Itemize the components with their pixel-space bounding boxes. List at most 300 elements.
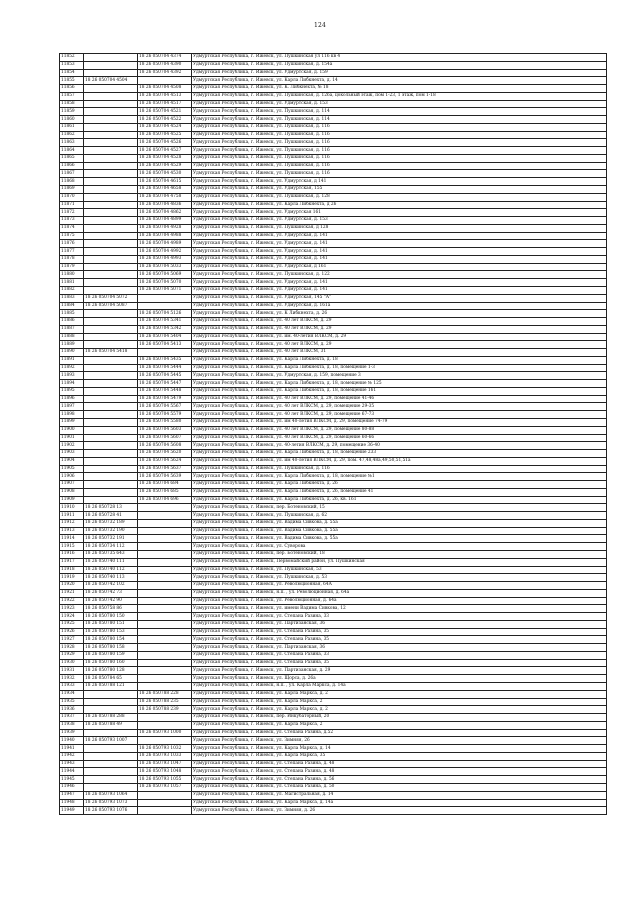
table-row: [60, 162, 607, 170]
row-number-cell: 11867: [60, 170, 84, 178]
address-cell: Удмуртская Республика, г. Ижевск, ул. Суворова: [192, 543, 607, 551]
building-number-cell: 18 26 050793 1048: [138, 768, 192, 776]
table-row: [60, 698, 607, 706]
parcel-number-cell: [84, 333, 138, 341]
table-row: [60, 349, 607, 357]
row-number-cell: 11885: [60, 310, 84, 318]
address-cell: Удмуртская Республика, г. Ижевск, ул. Карла Либкнехта, д. 18, помещение №1: [192, 473, 607, 481]
address-cell: Удмуртская Республика, г. Ижевск, ул. Зимняя, д. 26: [192, 807, 607, 815]
building-number-cell: 18 26 050793 1047: [138, 760, 192, 768]
address-cell: Удмуртская Республика, г. Ижевск, ул. Степана Разина, д. 50: [192, 783, 607, 791]
address-cell: Удмуртская Республика, г. Ижевск, ул. Карла Маркса, д. 14а: [192, 799, 607, 807]
building-number-cell: 18 26 050704 4988: [138, 232, 192, 240]
table-row: [60, 170, 607, 178]
row-number-cell: 11861: [60, 123, 84, 131]
building-number-cell: 18 26 050704 4517: [138, 100, 192, 108]
parcel-number-cell: 18 26 050735 643: [84, 551, 138, 559]
address-cell: Удмуртская Республика, г. Ижевск, н.п. , ул. Революционная, д. 64а: [192, 589, 607, 597]
table-row: [60, 341, 607, 349]
table-row: [60, 558, 607, 566]
table-row: [60, 675, 607, 683]
parcel-number-cell: [84, 426, 138, 434]
parcel-number-cell: [84, 442, 138, 450]
building-number-cell: 18 26 050788 239: [138, 706, 192, 714]
building-number-cell: 18 26 050704 4392: [138, 69, 192, 77]
parcel-number-cell: [84, 372, 138, 380]
table-row: [60, 178, 607, 186]
address-cell: Удмуртская Республика, г. Ижевск, ул. Удмуртская, д. 141: [192, 240, 607, 248]
row-number-cell: 11869: [60, 186, 84, 194]
address-cell: Удмуртская Республика, г. Ижевск, ул. Карла Маркса, 35: [192, 752, 607, 760]
table-row: [60, 745, 607, 753]
page-number: 124: [313, 22, 327, 29]
building-number-cell: 18 26 050704 5404: [138, 333, 192, 341]
row-number-cell: 11857: [60, 92, 84, 100]
table-row: [60, 108, 607, 116]
address-cell: Удмуртская Республика, г. Ижевск, ул. Пушкинская, д. 116: [192, 123, 607, 131]
address-cell: Удмуртская Республика, г. Ижевск, ул. Пушкинская, д. 114: [192, 108, 607, 116]
table-row: [60, 768, 607, 776]
table-row: [60, 683, 607, 691]
address-cell: Удмуртская Республика, г. Ижевск, ул. Пушкинская, д 128: [192, 224, 607, 232]
registry-table-body: [60, 54, 607, 815]
address-cell: Удмуртская Республика, г. Ижевск, ул. Степана Разина, 33: [192, 651, 607, 659]
address-cell: Удмуртская Республика, г. Ижевск, ул. Степана Разина, 35: [192, 628, 607, 636]
row-number-cell: 11918: [60, 566, 84, 574]
parcel-number-cell: [84, 395, 138, 403]
parcel-number-cell: [84, 286, 138, 294]
parcel-number-cell: 18 26 050780 158: [84, 644, 138, 652]
address-cell: Удмуртская Республика, г. Ижевск, ул. Карла Маркса, 2: [192, 698, 607, 706]
table-row: [60, 154, 607, 162]
row-number-cell: 11947: [60, 791, 84, 799]
address-cell: Удмуртская Республика, г. Ижевск, ул. Карла Маркса, д. 14: [192, 745, 607, 753]
address-cell: Удмуртская Республика, г. Ижевск, пер. Инкубаторный, 20: [192, 714, 607, 722]
row-number-cell: 11919: [60, 574, 84, 582]
row-number-cell: 11858: [60, 100, 84, 108]
row-number-cell: 11921: [60, 589, 84, 597]
address-cell: Удмуртская Республика, г. Ижевск, ул. 40 лет ВЛКСМ, д. 29, помещение 80-88: [192, 426, 607, 434]
address-cell: Удмуртская Республика, г. Ижевск, ул. Удмуртская, д. 159: [192, 69, 607, 77]
building-number-cell: 18 26 050704 4529: [138, 162, 192, 170]
row-number-cell: 11934: [60, 690, 84, 698]
row-number-cell: 11914: [60, 535, 84, 543]
table-row: [60, 783, 607, 791]
address-cell: Удмуртская Республика, г. Ижевск, ул. 40 лет ВЛКСМ, д. 29: [192, 318, 607, 326]
building-number-cell: [138, 807, 192, 815]
building-number-cell: [138, 675, 192, 683]
table-row: [60, 333, 607, 341]
building-number-cell: [138, 628, 192, 636]
building-number-cell: 18 26 050704 4524: [138, 123, 192, 131]
address-cell: Удмуртская Республика, г. Ижевск, ул. Вадима Сивкова, д. 55а: [192, 519, 607, 527]
parcel-number-cell: 18 26 050704 5418: [84, 349, 138, 357]
row-number-cell: 11881: [60, 279, 84, 287]
building-number-cell: 18 26 050704 4836: [138, 201, 192, 209]
row-number-cell: 11900: [60, 426, 84, 434]
building-number-cell: [138, 714, 192, 722]
address-cell: Удмуртская Республика, г. Ижевск, ул. Пушкинская, д. 116: [192, 154, 607, 162]
parcel-number-cell: [84, 116, 138, 124]
parcel-number-cell: 18 26 050732 191: [84, 535, 138, 543]
table-row: [60, 551, 607, 559]
address-cell: Удмуртская Республика, г. Ижевск, ул. Карла Либкнехта, д. 26, кв. 161: [192, 496, 607, 504]
parcel-number-cell: [84, 356, 138, 364]
table-row: [60, 566, 607, 574]
table-row: [60, 488, 607, 496]
building-number-cell: 18 26 050704 5567: [138, 403, 192, 411]
parcel-number-cell: 18 26 050780 160: [84, 659, 138, 667]
row-number-cell: 11879: [60, 263, 84, 271]
building-number-cell: [138, 737, 192, 745]
table-row: [60, 473, 607, 481]
parcel-number-cell: [84, 690, 138, 698]
building-number-cell: [138, 504, 192, 512]
building-number-cell: 18 26 050704 4758: [138, 193, 192, 201]
address-cell: Удмуртская Республика, г. Ижевск, ул. Карла Либкнехта, д. 18, помещение 233: [192, 450, 607, 458]
table-row: [60, 457, 607, 465]
building-number-cell: [138, 302, 192, 310]
parcel-number-cell: [84, 364, 138, 372]
parcel-number-cell: [84, 457, 138, 465]
address-cell: Удмуртская Республика, г. Ижевск, ул. Степана Разина, 35: [192, 636, 607, 644]
building-number-cell: 18 26 050704 4508: [138, 85, 192, 93]
building-number-cell: [138, 799, 192, 807]
row-number-cell: 11944: [60, 768, 84, 776]
building-number-cell: [138, 294, 192, 302]
address-cell: Удмуртская Республика, г. Ижевск, ул. им 40-летия ВЛКСМ, д. 29, помещение 74-79: [192, 418, 607, 426]
table-row: [60, 69, 607, 77]
parcel-number-cell: 18 26 050740 112: [84, 566, 138, 574]
building-number-cell: [138, 551, 192, 559]
building-number-cell: 18 26 050704 696: [138, 496, 192, 504]
row-number-cell: 11936: [60, 706, 84, 714]
parcel-number-cell: [84, 255, 138, 263]
table-row: [60, 263, 607, 271]
table-row: [60, 411, 607, 419]
table-row: [60, 131, 607, 139]
address-cell: Удмуртская Республика, г. Ижевск, ул. Удмуртская, д. 141: [192, 286, 607, 294]
table-row: [60, 737, 607, 745]
address-cell: Удмуртская Республика, г. Ижевск, ул. Удмуртская, 145 "А": [192, 294, 607, 302]
building-number-cell: 18 26 050704 4526: [138, 139, 192, 147]
building-number-cell: 18 26 050704 5608: [138, 442, 192, 450]
building-number-cell: 18 26 050704 4390: [138, 61, 192, 69]
row-number-cell: 11866: [60, 162, 84, 170]
parcel-number-cell: [84, 783, 138, 791]
row-number-cell: 11874: [60, 224, 84, 232]
address-cell: Удмуртская Республика, г. Ижевск, пер. Ботеновский, 18: [192, 551, 607, 559]
address-cell: Удмуртская Республика, г. Ижевск, ул. Пушкинская, д. 116: [192, 465, 607, 473]
row-number-cell: 11872: [60, 209, 84, 217]
building-number-cell: 18 26 050788 235: [138, 698, 192, 706]
table-row: [60, 613, 607, 621]
parcel-number-cell: 18 26 050728 41: [84, 512, 138, 520]
row-number-cell: 11931: [60, 667, 84, 675]
address-cell: Удмуртская Республика, г. Ижевск, ул. Вадима Сивкова, д. 55а: [192, 535, 607, 543]
parcel-number-cell: [84, 434, 138, 442]
address-cell: Удмуртская Республика, г. Ижевск, ул. Карла Маркса, д. 2: [192, 706, 607, 714]
row-number-cell: 11890: [60, 349, 84, 357]
parcel-number-cell: [84, 481, 138, 489]
parcel-number-cell: 18 26 050780 159: [84, 651, 138, 659]
parcel-number-cell: [84, 170, 138, 178]
row-number-cell: 11912: [60, 519, 84, 527]
building-number-cell: [138, 589, 192, 597]
parcel-number-cell: 18 26 050780 154: [84, 636, 138, 644]
row-number-cell: 11911: [60, 512, 84, 520]
row-number-cell: 11943: [60, 760, 84, 768]
address-cell: Удмуртская Республика, г. Ижевск, ул. Карла Либкнехта, д. 18: [192, 356, 607, 364]
building-number-cell: 18 26 050704 5579: [138, 411, 192, 419]
parcel-number-cell: 18 26 050780 151: [84, 620, 138, 628]
parcel-number-cell: 18 26 050728 13: [84, 504, 138, 512]
table-row: [60, 302, 607, 310]
parcel-number-cell: [84, 279, 138, 287]
table-row: [60, 589, 607, 597]
parcel-number-cell: 18 26 050793 1073: [84, 799, 138, 807]
table-row: [60, 442, 607, 450]
table-row: [60, 380, 607, 388]
building-number-cell: 18 26 050704 684: [138, 481, 192, 489]
table-row: [60, 123, 607, 131]
table-row: [60, 752, 607, 760]
parcel-number-cell: [84, 706, 138, 714]
parcel-number-cell: [84, 201, 138, 209]
row-number-cell: 11927: [60, 636, 84, 644]
building-number-cell: 18 26 050704 5126: [138, 310, 192, 318]
parcel-number-cell: [84, 403, 138, 411]
table-row: [60, 286, 607, 294]
row-number-cell: 11863: [60, 139, 84, 147]
address-cell: Удмуртская Республика, г. Ижевск, ул. Степана Разина, д.52: [192, 729, 607, 737]
row-number-cell: 11915: [60, 543, 84, 551]
row-number-cell: 11948: [60, 799, 84, 807]
parcel-number-cell: 18 26 050780 128: [84, 667, 138, 675]
table-row: [60, 387, 607, 395]
parcel-number-cell: [84, 760, 138, 768]
table-row: [60, 543, 607, 551]
address-cell: Удмуртская Республика, г. Ижевск, ул. Пушкинская, д. 128: [192, 193, 607, 201]
building-number-cell: [138, 77, 192, 85]
parcel-number-cell: [84, 61, 138, 69]
parcel-number-cell: 18 26 050784 65: [84, 675, 138, 683]
building-number-cell: 18 26 050704 4862: [138, 209, 192, 217]
parcel-number-cell: [84, 496, 138, 504]
table-row: [60, 519, 607, 527]
parcel-number-cell: [84, 465, 138, 473]
parcel-number-cell: [84, 729, 138, 737]
building-number-cell: 18 26 050704 5479: [138, 395, 192, 403]
address-cell: Удмуртская Республика, г. Ижевск, ул. Удмуртская, д. 141: [192, 255, 607, 263]
address-cell: Удмуртская Республика, г. Ижевск, пер. Ботеновский, 15: [192, 504, 607, 512]
row-number-cell: 11859: [60, 108, 84, 116]
table-row: [60, 85, 607, 93]
table-row: [60, 61, 607, 69]
row-number-cell: 11901: [60, 434, 84, 442]
table-row: [60, 690, 607, 698]
row-number-cell: 11930: [60, 659, 84, 667]
row-number-cell: 11929: [60, 651, 84, 659]
table-row: [60, 224, 607, 232]
address-cell: Удмуртская Республика, г. Ижевск, ул. Удмуртская, 155: [192, 186, 607, 194]
address-cell: Удмуртская Республика, г. Ижевск, ул. Партизанская, д. 29: [192, 667, 607, 675]
row-number-cell: 11924: [60, 613, 84, 621]
building-number-cell: 18 26 050704 4374: [138, 54, 192, 62]
building-number-cell: 18 26 050704 5341: [138, 318, 192, 326]
parcel-number-cell: 18 26 050734 112: [84, 543, 138, 551]
row-number-cell: 11877: [60, 248, 84, 256]
row-number-cell: 11884: [60, 302, 84, 310]
address-cell: Удмуртская Республика, г. Ижевск, ул. Удмуртская, д. 161а: [192, 302, 607, 310]
row-number-cell: 11854: [60, 69, 84, 77]
building-number-cell: [138, 597, 192, 605]
table-row: [60, 620, 607, 628]
table-row: [60, 318, 607, 326]
table-row: [60, 92, 607, 100]
building-number-cell: 18 26 050793 1000: [138, 729, 192, 737]
table-row: [60, 582, 607, 590]
table-row: [60, 100, 607, 108]
address-cell: Удмуртская Республика, г. Ижевск, ул. Карла Либкнехта, д. 26, помещение 41: [192, 488, 607, 496]
table-row: [60, 193, 607, 201]
row-number-cell: 11897: [60, 403, 84, 411]
parcel-number-cell: [84, 240, 138, 248]
building-number-cell: [138, 644, 192, 652]
row-number-cell: 11892: [60, 364, 84, 372]
table-row: [60, 54, 607, 62]
building-number-cell: 18 26 050793 1055: [138, 776, 192, 784]
parcel-number-cell: [84, 69, 138, 77]
row-number-cell: 11932: [60, 675, 84, 683]
building-number-cell: [138, 651, 192, 659]
address-cell: Удмуртская Республика, г. Ижевск, ул. Карла Либкнехта, д. 18, помещение 1-3: [192, 364, 607, 372]
parcel-number-cell: [84, 271, 138, 279]
row-number-cell: 11878: [60, 255, 84, 263]
parcel-number-cell: [84, 325, 138, 333]
building-number-cell: 18 26 050704 4528: [138, 154, 192, 162]
building-number-cell: 18 26 050793 1057: [138, 783, 192, 791]
address-cell: Удмуртская Республика, г. Ижевск, ул. Карла Либкнехта, д 26: [192, 201, 607, 209]
address-cell: Удмуртская Республика, г. Ижевск, ул. Карла Маркса, д. 2: [192, 690, 607, 698]
table-row: [60, 504, 607, 512]
building-number-cell: [138, 613, 192, 621]
address-cell: Удмуртская Республика, г. Ижевск, ул. Степана Разина, д. 48: [192, 760, 607, 768]
address-cell: Удмуртская Республика, г. Ижевск, ул. Удмуртская, д. 153: [192, 217, 607, 225]
building-number-cell: [138, 636, 192, 644]
table-row: [60, 217, 607, 225]
row-number-cell: 11894: [60, 380, 84, 388]
parcel-number-cell: 18 26 050740 111: [84, 558, 138, 566]
address-cell: Удмуртская Республика, г. Ижевск, ул. 40 лет ВЛКСМ, д. 29, помещение 60-66: [192, 434, 607, 442]
building-number-cell: 18 26 050704 5448: [138, 387, 192, 395]
row-number-cell: 11855: [60, 77, 84, 85]
parcel-number-cell: 18 26 050742 73: [84, 589, 138, 597]
parcel-number-cell: [84, 776, 138, 784]
row-number-cell: 11886: [60, 318, 84, 326]
parcel-number-cell: 18 26 050742 90: [84, 597, 138, 605]
parcel-number-cell: [84, 193, 138, 201]
row-number-cell: 11899: [60, 418, 84, 426]
building-number-cell: [138, 574, 192, 582]
parcel-number-cell: [84, 92, 138, 100]
parcel-number-cell: [84, 698, 138, 706]
parcel-number-cell: [84, 147, 138, 155]
table-row: [60, 496, 607, 504]
table-row: [60, 605, 607, 613]
parcel-number-cell: [84, 217, 138, 225]
row-number-cell: 11926: [60, 628, 84, 636]
table-row: [60, 209, 607, 217]
parcel-number-cell: 18 26 050704 5072: [84, 294, 138, 302]
table-row: [60, 240, 607, 248]
table-row: [60, 527, 607, 535]
building-number-cell: 18 26 050704 4513: [138, 92, 192, 100]
row-number-cell: 11906: [60, 473, 84, 481]
parcel-number-cell: [84, 318, 138, 326]
building-number-cell: 18 26 050704 5070: [138, 279, 192, 287]
building-number-cell: 18 26 050793 1032: [138, 745, 192, 753]
row-number-cell: 11873: [60, 217, 84, 225]
parcel-number-cell: 18 26 050740 113: [84, 574, 138, 582]
table-row: [60, 364, 607, 372]
row-number-cell: 11925: [60, 620, 84, 628]
address-cell: Удмуртская Республика, г. Ижевск, ул. Карла Либкнехта, д. 14: [192, 77, 607, 85]
parcel-number-cell: [84, 248, 138, 256]
parcel-number-cell: 18 26 050780 150: [84, 613, 138, 621]
address-cell: Удмуртская Республика, г. Ижевск, ул. Революционная, 64А: [192, 582, 607, 590]
address-cell: Удмуртская Республика, г. Ижевск, ул. Удмуртская, д. 141: [192, 248, 607, 256]
address-cell: Удмуртская Республика, г. Ижевск, ул. 40 лет ВЛКСМ, д. 29: [192, 341, 607, 349]
table-row: [60, 512, 607, 520]
table-row: [60, 294, 607, 302]
row-number-cell: 11941: [60, 745, 84, 753]
row-number-cell: 11891: [60, 356, 84, 364]
row-number-cell: 11887: [60, 325, 84, 333]
address-cell: Удмуртская Республика, г. Ижевск, ул. Пушкинская, д. 116: [192, 131, 607, 139]
table-row: [60, 255, 607, 263]
parcel-number-cell: [84, 108, 138, 116]
building-number-cell: [138, 667, 192, 675]
parcel-number-cell: [84, 85, 138, 93]
address-cell: Удмуртская Республика, г. Ижевск, ул. Пушкинская, д. 53: [192, 574, 607, 582]
row-number-cell: 11903: [60, 450, 84, 458]
building-number-cell: [138, 659, 192, 667]
row-number-cell: 11862: [60, 131, 84, 139]
address-cell: Удмуртская Республика, г. Ижевск, ул. Пушкинская ул 116 кв 4: [192, 54, 607, 62]
parcel-number-cell: [84, 100, 138, 108]
parcel-number-cell: [84, 745, 138, 753]
address-cell: Удмуртская Республика, г. Ижевск, ул. Степана Разина, 35: [192, 659, 607, 667]
parcel-number-cell: [84, 411, 138, 419]
parcel-number-cell: [84, 54, 138, 62]
parcel-number-cell: 18 26 050788 49: [84, 721, 138, 729]
address-cell: Удмуртская Республика, г. Ижевск, ул. 40 лет ВЛКСМ, д. 29, помещение 67-73: [192, 411, 607, 419]
parcel-number-cell: 18 26 050704 4504: [84, 77, 138, 85]
address-cell: Удмуртская Республика, г. Ижевск, ул. Удмуртская, д. 153: [192, 100, 607, 108]
address-cell: Удмуртская Республика, г. Ижевск, ул. им. 40-летия ВЛКСМ, д. 29: [192, 333, 607, 341]
address-cell: Удмуртская Республика, г. Ижевск, ул. Революционная, д. 64а: [192, 597, 607, 605]
table-row: [60, 426, 607, 434]
table-row: [60, 535, 607, 543]
building-number-cell: [138, 349, 192, 357]
table-row: [60, 791, 607, 799]
table-row: [60, 186, 607, 194]
parcel-number-cell: 18 26 050780 153: [84, 628, 138, 636]
parcel-number-cell: 18 26 050788 288: [84, 714, 138, 722]
row-number-cell: 11923: [60, 605, 84, 613]
parcel-number-cell: [84, 488, 138, 496]
